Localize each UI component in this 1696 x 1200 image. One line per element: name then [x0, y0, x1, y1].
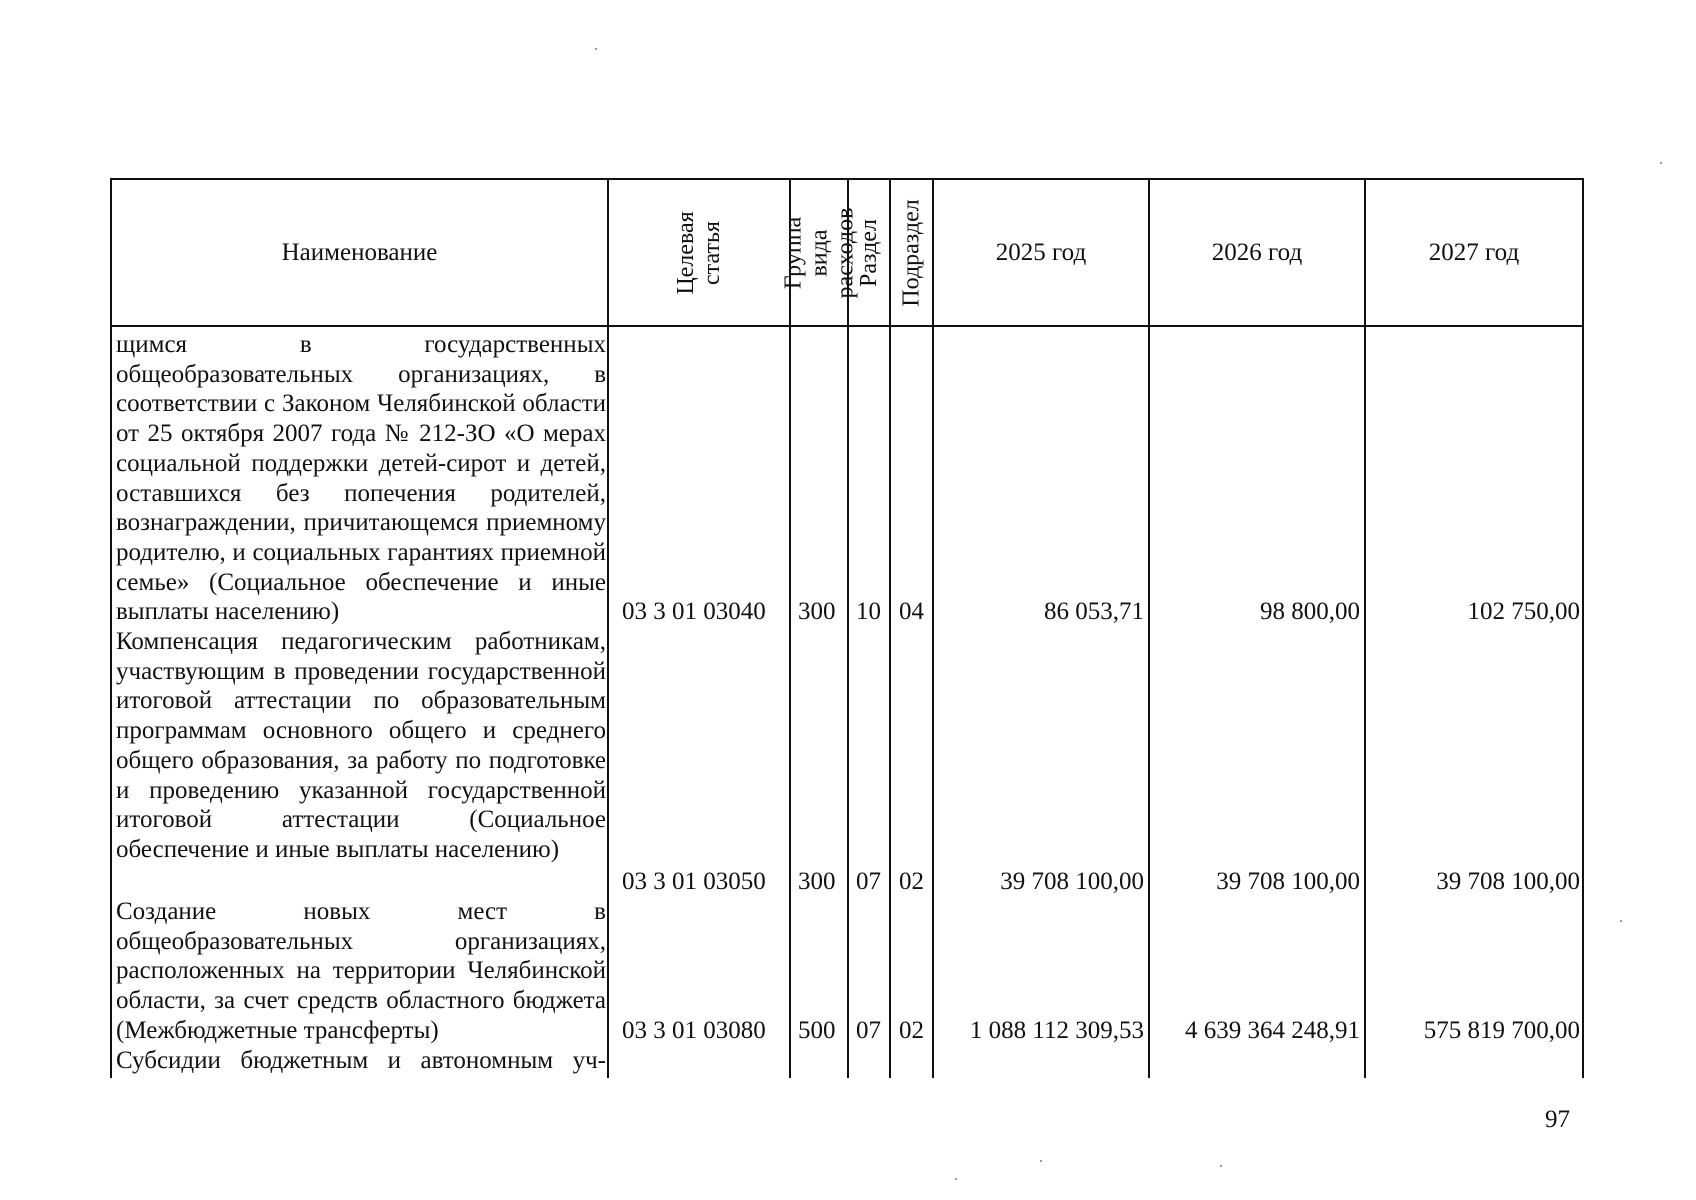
table-row-group: 300 [798, 598, 836, 625]
table-row-target: 03 3 01 03040 [622, 598, 766, 625]
header-section: Раздел [856, 219, 883, 287]
table-row-name: щимся в государственных общеобразовательных организациях, в соответствии с Законом Челябинской области от 25 октября 2007 года № 212-ЗО «О мерах социальной поддержки детей-сирот и детей, оставшихся без попечения родителей, вознаграждении, причитающемся приемному родителю, и социальных гарантиях приемной семье» (Социальное обеспечение и иные выплаты населению) [116, 331, 606, 626]
header-subsection: Подраздел [898, 199, 925, 307]
table-row-name: Субсидии бюджетным и автономным уч- [116, 1047, 606, 1074]
table-row-group: 300 [798, 868, 836, 895]
header-year-2027: 2027 год [1428, 239, 1520, 266]
header-expense-group: Группа вида расходов [780, 207, 859, 299]
scan-speck [1220, 1165, 1222, 1167]
table-row-section: 07 [856, 1017, 881, 1044]
scan-speck [595, 48, 597, 50]
table-row-subsection: 02 [899, 868, 924, 895]
table-row-subsection: 04 [899, 598, 924, 625]
scan-speck [1620, 920, 1622, 922]
header-year-2026: 2026 год [1211, 239, 1303, 266]
header-year-2025: 2025 год [995, 239, 1087, 266]
scan-speck [1040, 1160, 1042, 1162]
header-target-article: Целевая статья [673, 211, 725, 295]
budget-table [110, 178, 1584, 1078]
table-row-2025: 1 088 112 309,53 [969, 1017, 1144, 1044]
col-border [1582, 178, 1584, 1078]
scan-speck [1660, 162, 1662, 164]
table-row-2025: 39 708 100,00 [1000, 868, 1144, 895]
header-name: Наименование [281, 239, 438, 266]
page-number: 97 [1545, 1106, 1570, 1133]
table-row-subsection: 02 [899, 1017, 924, 1044]
scan-speck [955, 1178, 957, 1180]
table-row-2025: 86 053,71 [1044, 598, 1144, 625]
table-row-2026: 98 800,00 [1260, 598, 1360, 625]
table-row-2027: 575 819 700,00 [1423, 1017, 1580, 1044]
table-row-name: Создание новых мест в общеобразовательных организациях, расположенных на территории Челябинской области, за счет средств областного бюджета (Межбюджетные трансферты) [116, 898, 606, 1044]
table-row-target: 03 3 01 03080 [622, 1017, 766, 1044]
table-row-name: Компенсация педагогическим работникам, участвующим в проведении государственной итоговой аттестации по образовательным программам основного общего и среднего общего образования, за работу по подготовке и проведению указанной государственной итоговой аттестации (Социальное обеспечение и иные выплаты населению) [116, 628, 606, 863]
table-row-target: 03 3 01 03050 [622, 868, 766, 895]
table-row-2027: 102 750,00 [1467, 598, 1580, 625]
table-row-group: 500 [798, 1017, 836, 1044]
table-row-section: 07 [856, 868, 881, 895]
table-row-2026: 4 639 364 248,91 [1185, 1017, 1360, 1044]
table-row-2027: 39 708 100,00 [1436, 868, 1580, 895]
table-row-2026: 39 708 100,00 [1216, 868, 1360, 895]
table-row-section: 10 [856, 598, 881, 625]
